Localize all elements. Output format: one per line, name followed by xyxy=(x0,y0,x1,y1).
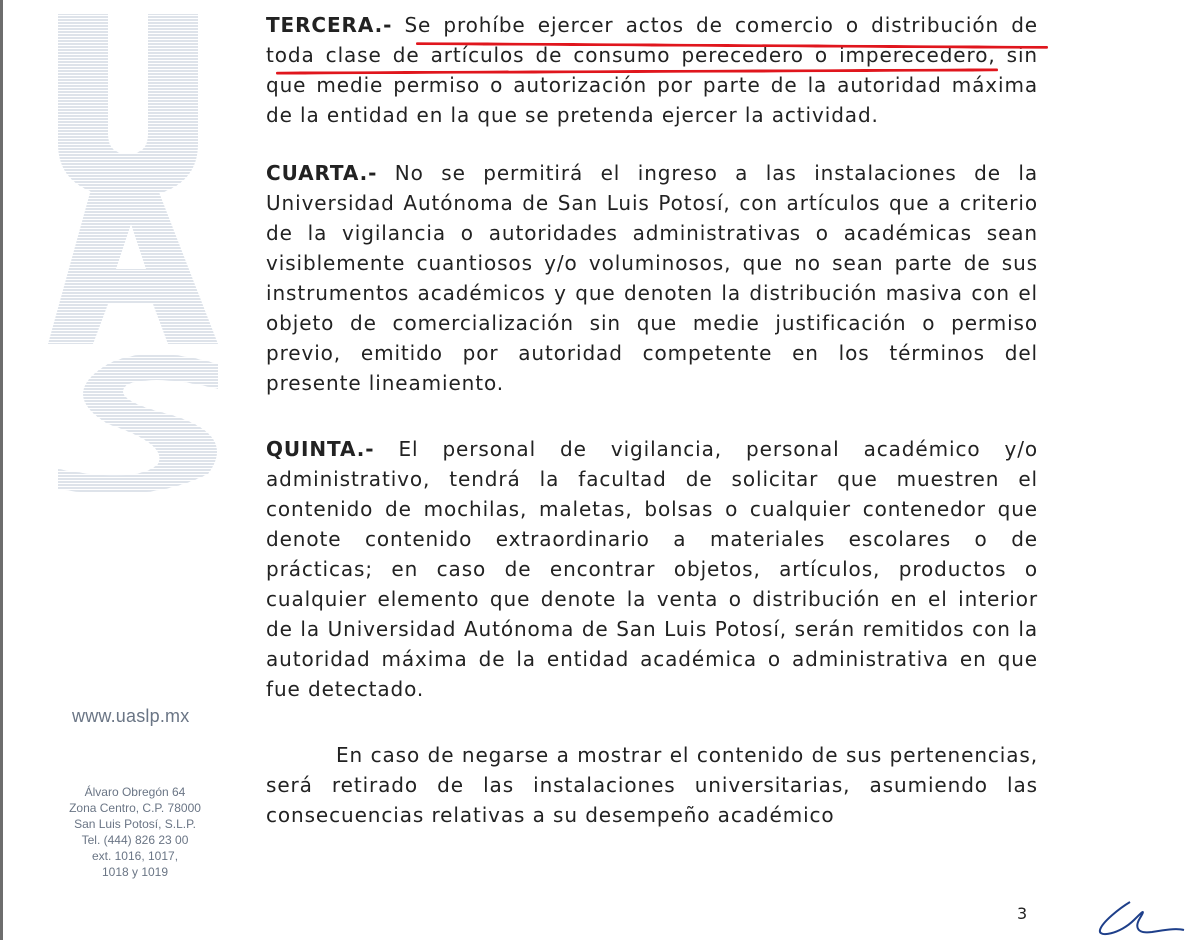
address-line: Tel. (444) 826 23 00 xyxy=(81,833,189,847)
clause-heading: TERCERA.- xyxy=(266,13,393,37)
website-url[interactable]: www.uaslp.mx xyxy=(72,706,190,726)
address-line: ext. 1016, 1017, xyxy=(91,849,179,863)
address-block xyxy=(50,784,220,880)
signature-initial xyxy=(1090,898,1186,940)
address-line: San Luis Potosí, S.L.P. xyxy=(74,817,196,831)
clause-body: , sin que medie permiso o autorización por parte de la autoridad máxima de la entidad en la que se pretenda ejercer la actividad. xyxy=(266,43,1039,127)
clause-body: No se permitirá el ingreso a las instalaciones de la Universidad Autónoma de San Luis Potosí, con artículos que a criterio de la vigilancia o autoridades administrativas o académicas sean visiblemente cuantiosos y/o voluminosos, que no sean parte de sus instrumentos académicos y que denoten la distribución masiva con el objeto de comercialización sin que medie justificación o permiso previo, emitido por autoridad competente en los términos del presente lineamiento. xyxy=(266,161,1038,395)
continuation-paragraph: En caso de negarse a mostrar el contenido de sus pertenencias, será retirado de las instalaciones universitarias, asumiendo las consecuencias relativas a su desempeño académico xyxy=(266,743,1038,827)
clause-body: El personal de vigilancia, personal académico y/o administrativo, tendrá la facultad de solicitar que muestren el contenido de mochilas, maletas, bolsas o cualquier contenedor que denote contenido extraordinario a materiales escolares o de prácticas; en caso de encontrar objetos, artículos, productos o cualquier elemento que denote la venta o distribución en el interior de la Universidad Autónoma de San Luis Potosí, serán remitidos con la autoridad máxima de la entidad académica o administrativa en que fue detectado. xyxy=(266,437,1038,701)
page-edge-rule xyxy=(0,0,3,940)
uaslp-watermark-logo xyxy=(48,14,238,494)
clause-heading: QUINTA.- xyxy=(266,437,375,461)
address-line: Álvaro Obregón 64 xyxy=(84,785,186,799)
address-line: 1018 y 1019 xyxy=(101,865,169,879)
clause-cuarta xyxy=(266,158,1038,398)
highlighted-prohibition: Se prohíbe ejercer actos de comercio o distribución de toda clase de artículos de consumo perecedero o imperecedero xyxy=(266,13,1038,67)
clause-quinta xyxy=(266,434,1038,704)
page-number: 3 xyxy=(1017,904,1028,923)
clause-heading: CUARTA.- xyxy=(266,161,378,185)
address-line: Zona Centro, C.P. 78000 xyxy=(69,801,201,815)
